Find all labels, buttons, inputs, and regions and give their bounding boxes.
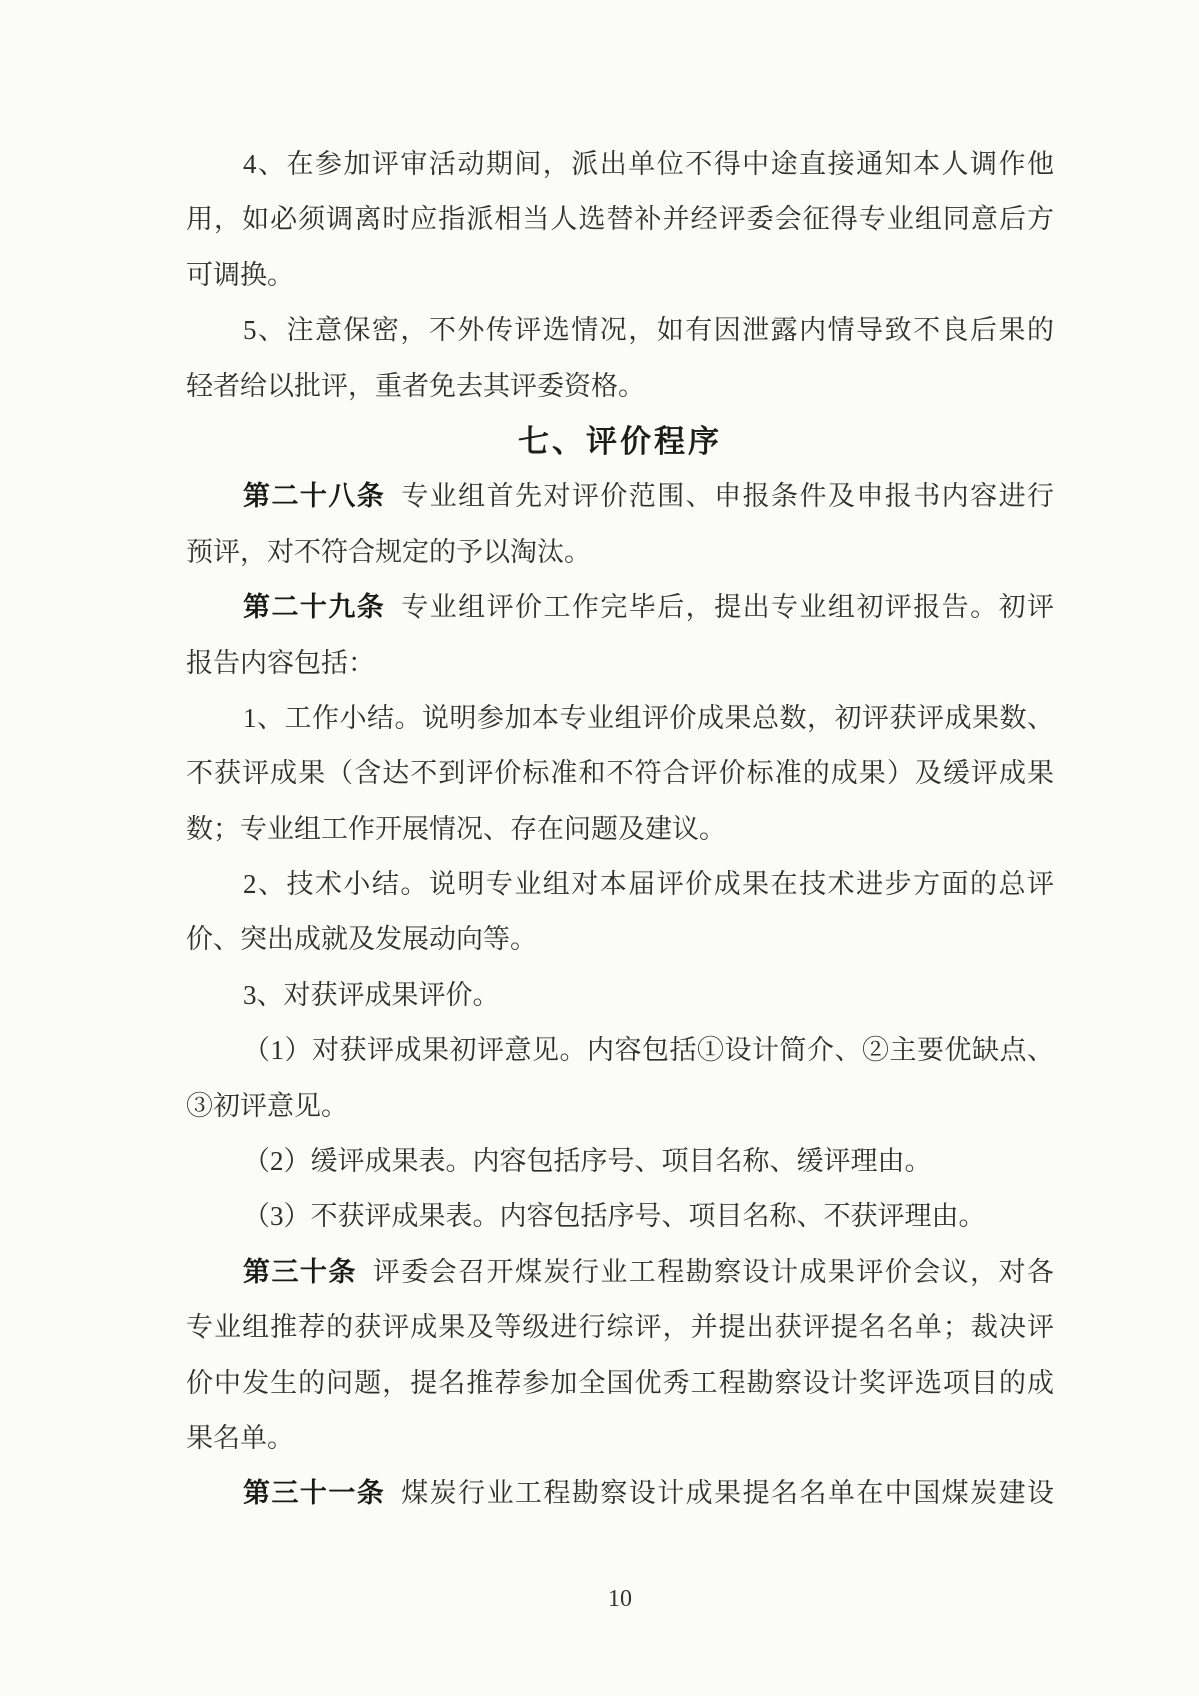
line-text: 评委会召开煤炭行业工程勘察设计成果评价会议，对各 — [372, 1256, 1055, 1287]
paragraph-line: 可调换。 — [186, 259, 294, 290]
article-number: 第三十条 — [243, 1256, 357, 1287]
paragraph-line: 用，如必须调离时应指派相当人选替补并经评委会征得专业组同意后方 — [186, 204, 1054, 235]
line-text: 专业组评价工作完毕后，提出专业组初评报告。初评 — [401, 592, 1055, 623]
line-text: 专业组首先对评价范围、申报条件及申报书内容进行 — [401, 481, 1055, 512]
paragraph-line — [186, 1466, 1054, 1521]
paragraph-line: 果名单。 — [186, 1422, 294, 1453]
article-number: 第三十一条 — [243, 1478, 386, 1509]
paragraph-line: ③初评意见。 — [186, 1090, 348, 1121]
paragraph-line: 轻者给以批评，重者免去其评委资格。 — [186, 370, 645, 401]
document-body — [186, 137, 1054, 1522]
paragraph-line: 5、注意保密，不外传评选情况，如有因泄露内情导致不良后果的 — [243, 315, 1054, 346]
paragraph-line: 1、工作小结。说明参加本专业组评价成果总数，初评获评成果数、 — [243, 702, 1054, 733]
paragraph-line — [186, 1245, 1054, 1300]
paragraph-line: 价中发生的问题，提名推荐参加全国优秀工程勘察设计奖评选项目的成 — [186, 1367, 1054, 1398]
paragraph-line: 2、技术小结。说明专业组对本届评价成果在技术进步方面的总评 — [243, 869, 1054, 900]
article-number: 第二十九条 — [243, 592, 386, 623]
section-heading: 七、评价程序 — [518, 423, 722, 459]
paragraph-line: 报告内容包括： — [186, 647, 375, 678]
page-number: 10 — [608, 1586, 632, 1612]
paragraph-line: 专业组推荐的获评成果及等级进行综评，并提出获评提名名单；裁决评 — [186, 1312, 1054, 1343]
paragraph-line: （2）缓评成果表。内容包括序号、项目名称、缓评理由。 — [243, 1146, 932, 1177]
paragraph-line — [186, 580, 1054, 635]
paragraph-line: 价、突出成就及发展动向等。 — [186, 924, 537, 955]
paragraph-line: （3）不获评成果表。内容包括序号、项目名称、不获评理由。 — [243, 1201, 986, 1232]
paragraph-line: 预评，对不符合规定的予以淘汰。 — [186, 536, 591, 567]
article-number: 第二十八条 — [243, 481, 386, 512]
paragraph-line — [186, 469, 1054, 524]
paragraph-line: 不获评成果（含达不到评价标准和不符合评价标准的成果）及缓评成果 — [186, 758, 1054, 789]
line-text: 煤炭行业工程勘察设计成果提名名单在中国煤炭建设 — [401, 1478, 1055, 1509]
paragraph-line: 4、在参加评审活动期间，派出单位不得中途直接通知本人调作他 — [243, 149, 1054, 179]
paragraph-line: 3、对获评成果评价。 — [243, 979, 500, 1010]
paragraph-line: 数；专业组工作开展情况、存在问题及建议。 — [186, 813, 726, 844]
paragraph-line: （1）对获评成果初评意见。内容包括①设计简介、②主要优缺点、 — [243, 1035, 1054, 1066]
